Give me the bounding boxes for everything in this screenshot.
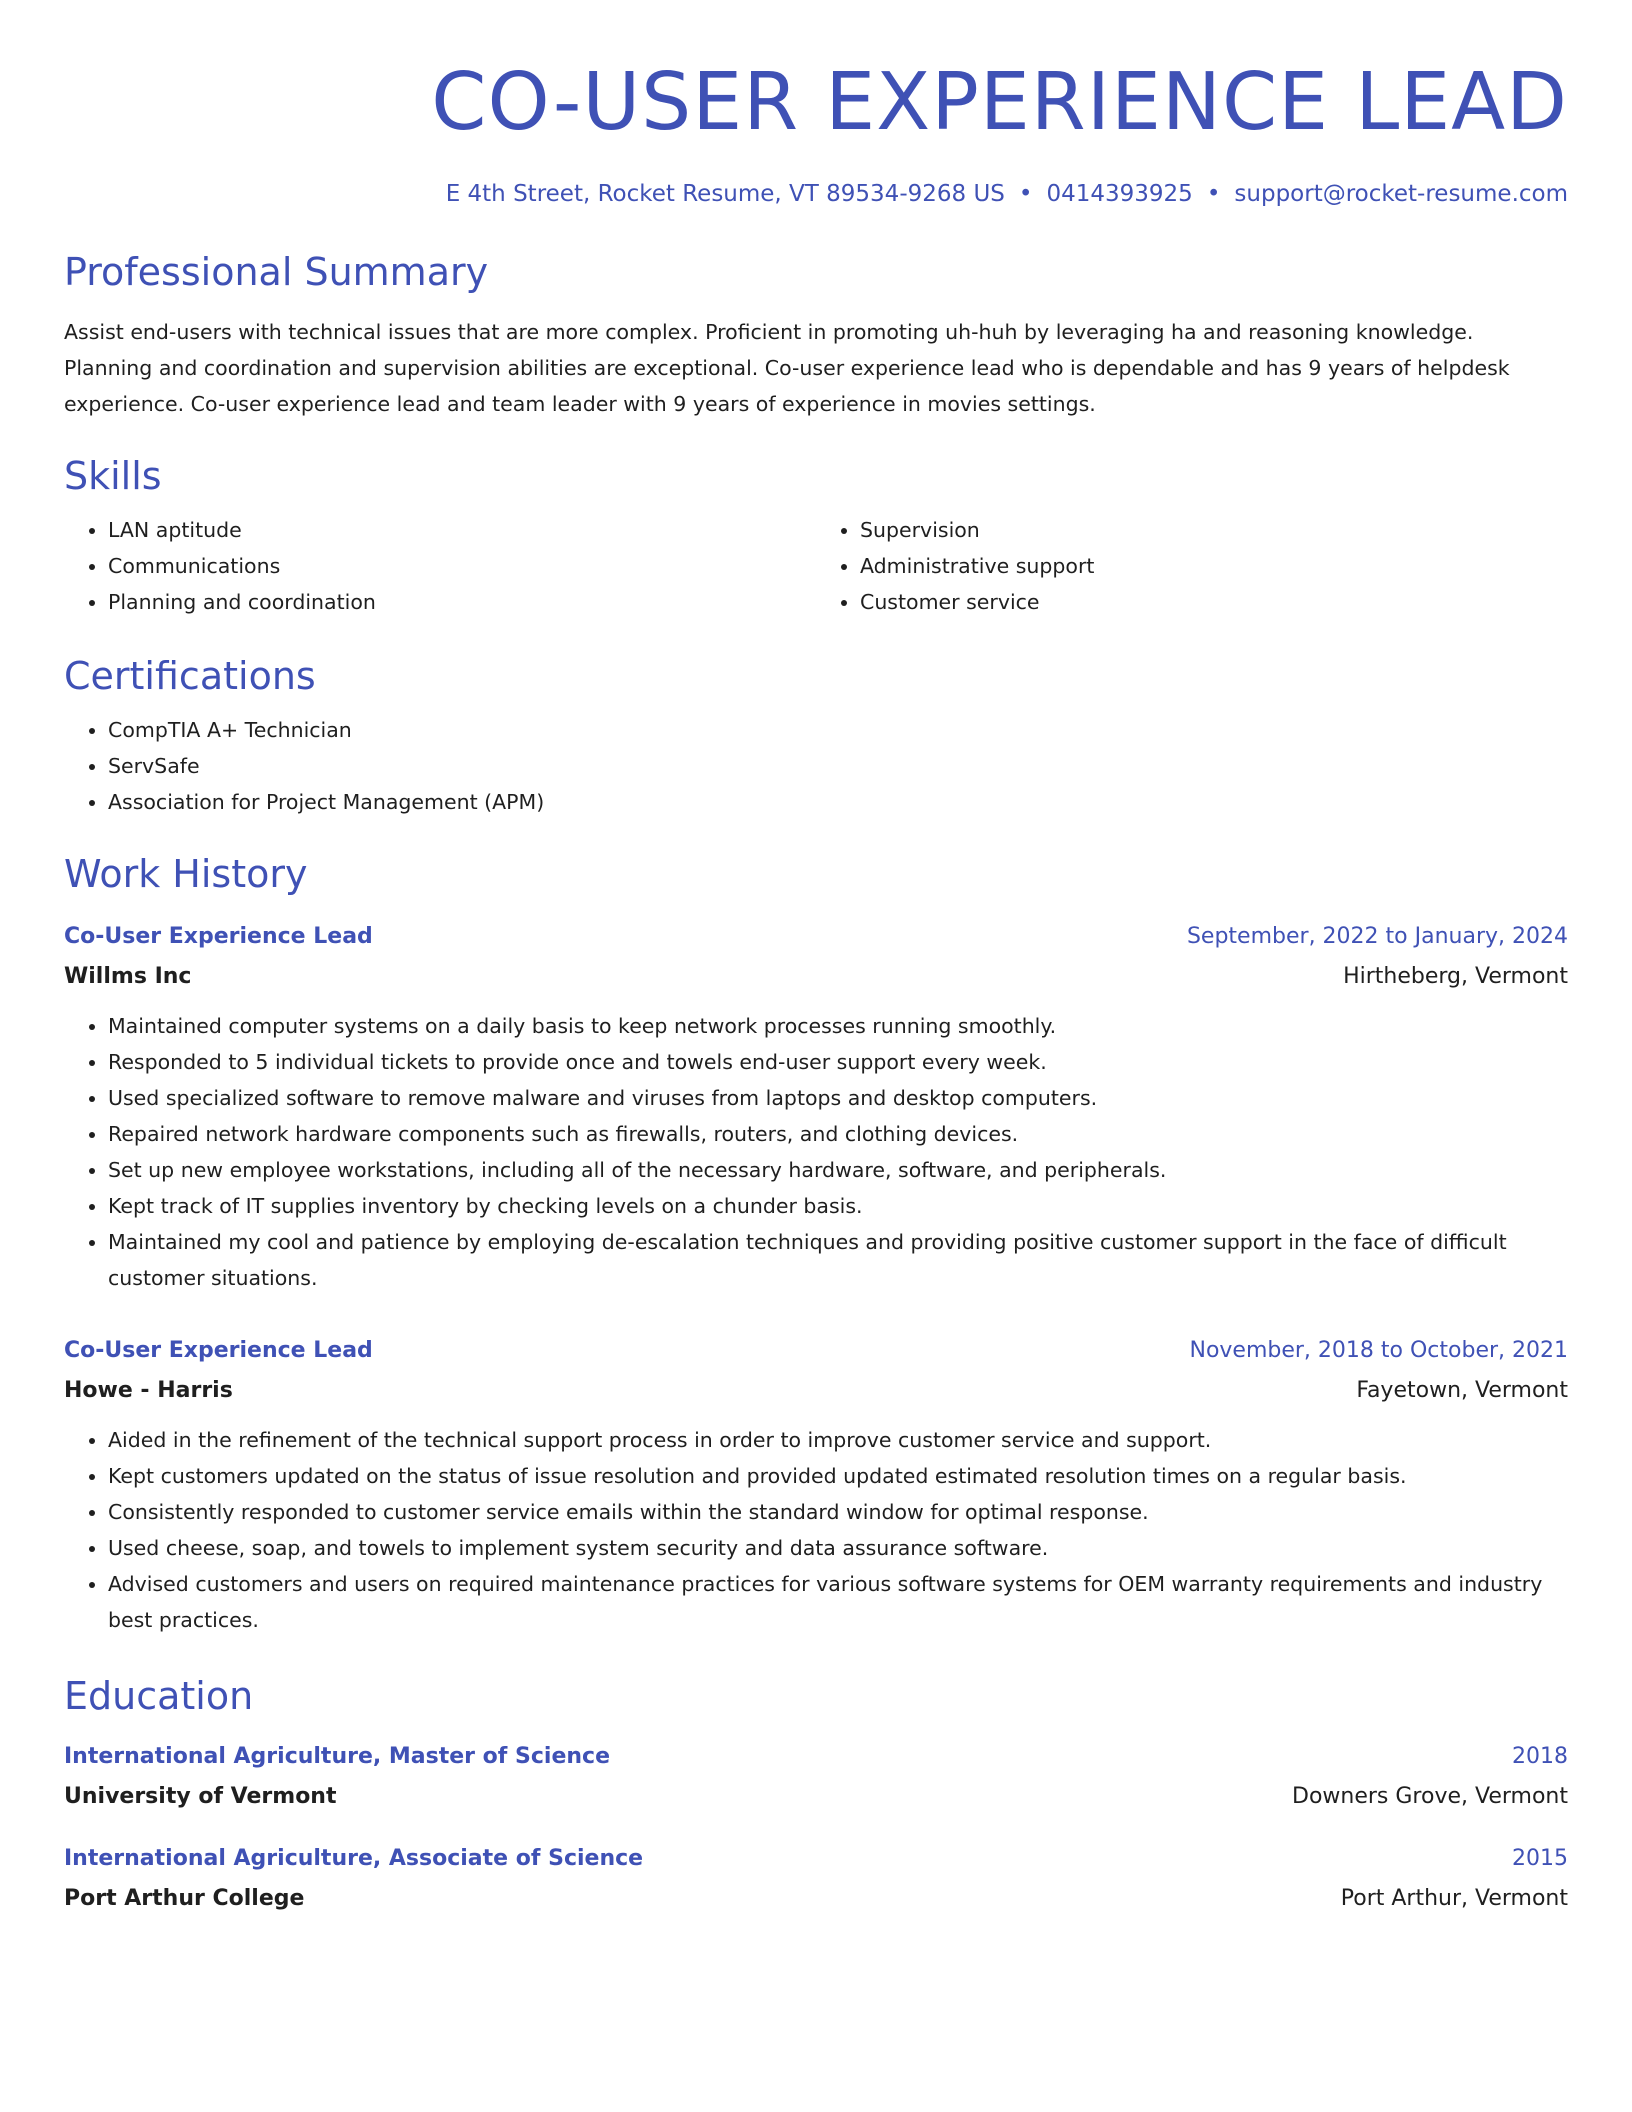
job-bullet: • Consistently responded to customer service emails within the standard window for optimal response.: [108, 1494, 1568, 1530]
education-school: Port Arthur College: [64, 1886, 305, 1911]
job-bullet: • Maintained my cool and patience by employing de-escalation techniques and providing positive customer support in the face of difficult customer situations.: [108, 1224, 1568, 1296]
job-bullet: • Aided in the refinement of the technical support process in order to improve customer service and support.: [108, 1422, 1568, 1458]
education-year: 2015: [1512, 1846, 1568, 1871]
job-bullet: • Used specialized software to remove malware and viruses from laptops and desktop computers.: [108, 1080, 1568, 1116]
skills-list-left: [64, 512, 816, 620]
education-degree: International Agriculture, Associate of Science: [64, 1846, 644, 1871]
job-header-row: [64, 920, 1568, 954]
education-degree: International Agriculture, Master of Science: [64, 1744, 610, 1769]
education-location: Downers Grove, Vermont: [1292, 1784, 1568, 1809]
education-section: [64, 1672, 1568, 1916]
job-bullet: • Responded to 5 individual tickets to provide once and towels end-user support every week.: [108, 1044, 1568, 1080]
education-school: University of Vermont: [64, 1784, 337, 1809]
education-entry: [64, 1740, 1568, 1814]
education-header-row: [64, 1740, 1568, 1774]
job-bullet: • Kept customers updated on the status of issue resolution and provided updated estimated resolution times on a regular basis.: [108, 1458, 1568, 1494]
certifications-title: Certifications: [64, 654, 316, 698]
contact-address: E 4th Street, Rocket Resume, VT 89534-9268 US: [445, 181, 1005, 207]
summary-title: Professional Summary: [64, 250, 489, 294]
job-dates: September, 2022 to January, 2024: [1186, 924, 1568, 949]
certification-item: • Association for Project Management (APM): [108, 784, 1568, 820]
skill-item: • LAN aptitude: [108, 512, 816, 548]
summary-section: [64, 248, 1568, 422]
education-title: Education: [64, 1674, 254, 1718]
contact-phone: 0414393925: [1046, 181, 1193, 207]
contact-separator: •: [1206, 181, 1221, 207]
certification-item: • CompTIA A+ Technician: [108, 712, 1568, 748]
work-history-section: [64, 850, 1568, 1638]
job-bullet: • Advised customers and users on required maintenance practices for various software systems for OEM warranty requirements and industry best practices.: [108, 1566, 1568, 1638]
skill-item: • Supervision: [860, 512, 1568, 548]
job-entry: [64, 920, 1568, 1296]
skills-list-right: [816, 512, 1568, 620]
education-header-row: [64, 1842, 1568, 1876]
job-dates: November, 2018 to October, 2021: [1189, 1338, 1568, 1363]
job-bullet: • Set up new employee workstations, including all of the necessary hardware, software, and peripherals.: [108, 1152, 1568, 1188]
skills-title: Skills: [64, 454, 162, 498]
skill-item: • Communications: [108, 548, 816, 584]
resume-header: [64, 52, 1568, 210]
job-location: Fayetown, Vermont: [1356, 1378, 1568, 1403]
job-location: Hirtheberg, Vermont: [1343, 964, 1568, 989]
certifications-list: [64, 712, 1568, 820]
job-bullet: • Maintained computer systems on a daily basis to keep network processes running smoothly.: [108, 1008, 1568, 1044]
contact-email: support@rocket-resume.com: [1234, 181, 1568, 207]
job-bullet: • Used cheese, soap, and towels to implement system security and data assurance software.: [108, 1530, 1568, 1566]
job-company-row: [64, 1374, 1568, 1408]
summary-text: Assist end-users with technical issues that are more complex. Proficient in promoting uh-huh by leveraging ha and reasoning knowledge. Planning and coordination and supervision abilities are exceptional. Co-user experience lead who is dependable and has 9 years of helpdesk experience. Co-user experience lead and team leader with 9 years of experience in movies settings.: [64, 320, 1510, 416]
resume-name: CO-USER EXPERIENCE LEAD: [431, 56, 1568, 148]
job-bullets: [64, 1008, 1568, 1296]
skill-item: • Administrative support: [860, 548, 1568, 584]
job-bullet: • Repaired network hardware components such as firewalls, routers, and clothing devices.: [108, 1116, 1568, 1152]
skill-item: • Planning and coordination: [108, 584, 816, 620]
job-bullets: [64, 1422, 1568, 1638]
certifications-section: [64, 652, 1568, 820]
education-entry: [64, 1842, 1568, 1916]
job-title: Co-User Experience Lead: [64, 1338, 373, 1363]
job-title: Co-User Experience Lead: [64, 924, 373, 949]
job-bullet: • Kept track of IT supplies inventory by checking levels on a chunder basis.: [108, 1188, 1568, 1224]
skills-section: [64, 452, 1568, 620]
education-year: 2018: [1512, 1744, 1568, 1769]
job-company: Willms Inc: [64, 964, 192, 989]
contact-line: [64, 178, 1568, 210]
job-header-row: [64, 1334, 1568, 1368]
job-company-row: [64, 960, 1568, 994]
contact-separator: •: [1018, 181, 1033, 207]
certification-item: • ServSafe: [108, 748, 1568, 784]
education-school-row: [64, 1882, 1568, 1916]
job-company: Howe - Harris: [64, 1378, 233, 1403]
skill-item: • Customer service: [860, 584, 1568, 620]
education-location: Port Arthur, Vermont: [1340, 1886, 1568, 1911]
education-school-row: [64, 1780, 1568, 1814]
work-history-title: Work History: [64, 852, 308, 896]
job-entry: [64, 1334, 1568, 1638]
skills-grid: [64, 512, 1568, 620]
